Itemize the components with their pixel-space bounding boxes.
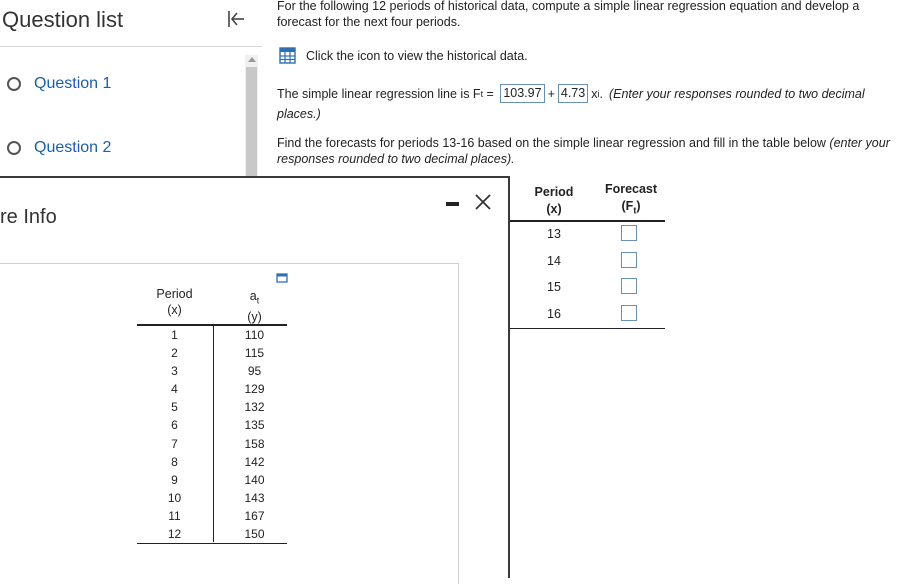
forecast-row: [510, 275, 665, 302]
period-cell: 9: [171, 472, 178, 487]
forecast-table: [510, 180, 665, 329]
forecast-header-sub-t: t: [633, 205, 637, 216]
period-cell: 10: [167, 490, 182, 505]
at-column-header: [232, 288, 277, 325]
demand-cell: 135: [244, 418, 265, 433]
intercept-answer-box[interactable]: 103.97: [500, 84, 544, 103]
period-column-header: [524, 184, 584, 218]
period-cell: 3: [171, 364, 178, 379]
view-data-link[interactable]: [279, 47, 528, 64]
view-data-link-text[interactable]: Click the icon to view the historical data.: [306, 48, 528, 63]
demand-cell: 115: [244, 346, 265, 361]
forecast-table-bottom-rule: [510, 328, 665, 329]
regression-dot: .: [599, 86, 603, 101]
forecast-header-sub: [600, 198, 662, 220]
period-header-label: Period: [156, 287, 193, 301]
at-header-a: a: [249, 289, 257, 303]
period-cell: 2: [171, 346, 178, 361]
forecast-rounding-note: (enter your responses rounded to two decimal places).: [277, 136, 890, 166]
rounding-note-end: places.): [277, 107, 321, 121]
collapse-sidebar-icon[interactable]: [225, 8, 247, 30]
demand-cell: 143: [244, 490, 265, 505]
demand-cell: 95: [247, 364, 262, 379]
demand-cell: 140: [244, 472, 265, 487]
period-cell: 4: [171, 382, 178, 397]
demand-cell: 132: [244, 400, 265, 415]
slope-answer-box[interactable]: 4.73: [558, 84, 588, 103]
data-row: [137, 326, 287, 344]
historical-data-table: [137, 284, 287, 544]
period-header-sub: (x): [546, 202, 562, 216]
data-row: [137, 489, 287, 507]
demand-cell: 110: [244, 328, 265, 342]
data-row: [137, 344, 287, 362]
copy-data-icon[interactable]: [276, 272, 288, 284]
forecast-input-16[interactable]: [621, 305, 637, 321]
demand-cell: 129: [244, 382, 265, 397]
at-header-label: [232, 288, 277, 309]
forecast-header-label: Forecast: [604, 182, 658, 196]
sidebar-scrollbar[interactable]: [245, 55, 258, 185]
question-intro-text: For the following 12 periods of historical data, compute a simple linear regression equation and develop a forecast for the next four periods.: [277, 0, 860, 29]
question-2-label[interactable]: Question 2: [34, 139, 112, 156]
period-cell: 6: [171, 418, 178, 433]
regression-x: x: [591, 86, 598, 101]
regression-sub-t: t: [480, 88, 484, 99]
period-column-header: [137, 286, 212, 318]
forecast-input-15[interactable]: [621, 278, 637, 294]
radio-icon[interactable]: [7, 141, 21, 155]
demand-cell: 142: [244, 454, 265, 469]
forecast-row: [510, 222, 665, 249]
forecast-row: [510, 302, 665, 329]
forecast-table-header: [510, 180, 665, 222]
data-row: [137, 507, 287, 525]
forecast-instructions-text: Find the forecasts for periods 13-16 based on the simple linear regression and fill in the table below: [277, 136, 826, 150]
forecast-instructions: [277, 135, 897, 167]
forecast-column-header: [600, 181, 662, 220]
data-table-header: [137, 284, 287, 326]
forecast-period: 16: [547, 306, 561, 321]
sidebar-divider: [0, 46, 262, 47]
data-row: [137, 416, 287, 434]
demand-cell: 158: [244, 436, 265, 451]
regression-equals: =: [483, 86, 498, 101]
forecast-input-14[interactable]: [621, 252, 637, 268]
period-cell: 12: [167, 527, 182, 542]
forecast-header-sub-close: ): [636, 199, 641, 213]
forecast-header-sub-open: (F: [621, 199, 634, 213]
period-cell: 1: [171, 328, 178, 342]
forecast-period: 15: [547, 280, 561, 294]
question-1-label[interactable]: Question 1: [34, 75, 112, 92]
regression-prefix: The simple linear regression line is F: [277, 86, 481, 101]
demand-cell: 150: [244, 527, 265, 542]
period-header-sub: (x): [167, 303, 182, 317]
data-row: [137, 380, 287, 398]
data-row: [137, 435, 287, 453]
demand-cell: 167: [244, 508, 265, 523]
data-row: [137, 362, 287, 380]
question-list-title: Question list: [2, 7, 124, 32]
minimize-button[interactable]: [446, 202, 459, 206]
scroll-up-arrow-icon[interactable]: [248, 57, 256, 62]
at-header-sub: (y): [247, 309, 262, 324]
regression-equation: [277, 84, 865, 103]
popup-title: re Info: [0, 206, 57, 228]
regression-sub-i: i: [597, 88, 600, 99]
forecast-period: 14: [547, 253, 561, 268]
close-icon[interactable]: [472, 191, 494, 213]
period-cell: 11: [168, 508, 181, 523]
regression-plus: +: [547, 86, 555, 101]
data-row: [137, 471, 287, 489]
data-table-bottom-rule: [137, 543, 287, 544]
period-cell: 5: [171, 400, 178, 415]
question-1-item[interactable]: [7, 72, 111, 96]
at-header-sub-t: t: [256, 295, 260, 306]
radio-icon[interactable]: [7, 77, 21, 91]
data-table-column-separator: [213, 326, 214, 542]
data-table-icon[interactable]: [279, 47, 296, 64]
period-cell: 7: [171, 436, 178, 451]
rounding-note: (Enter your responses rounded to two decimal: [608, 86, 865, 101]
question-2-item[interactable]: [7, 136, 111, 160]
forecast-input-13[interactable]: [621, 225, 637, 241]
data-row: [137, 453, 287, 471]
forecast-period: 13: [547, 227, 561, 241]
data-row: [137, 398, 287, 416]
data-table-body: [137, 326, 287, 543]
data-row: [137, 525, 287, 543]
more-info-popup: [0, 176, 510, 578]
period-header-label: Period: [534, 185, 574, 199]
period-cell: 8: [171, 454, 178, 469]
forecast-row: [510, 249, 665, 276]
scrollbar-thumb[interactable]: [246, 67, 257, 185]
